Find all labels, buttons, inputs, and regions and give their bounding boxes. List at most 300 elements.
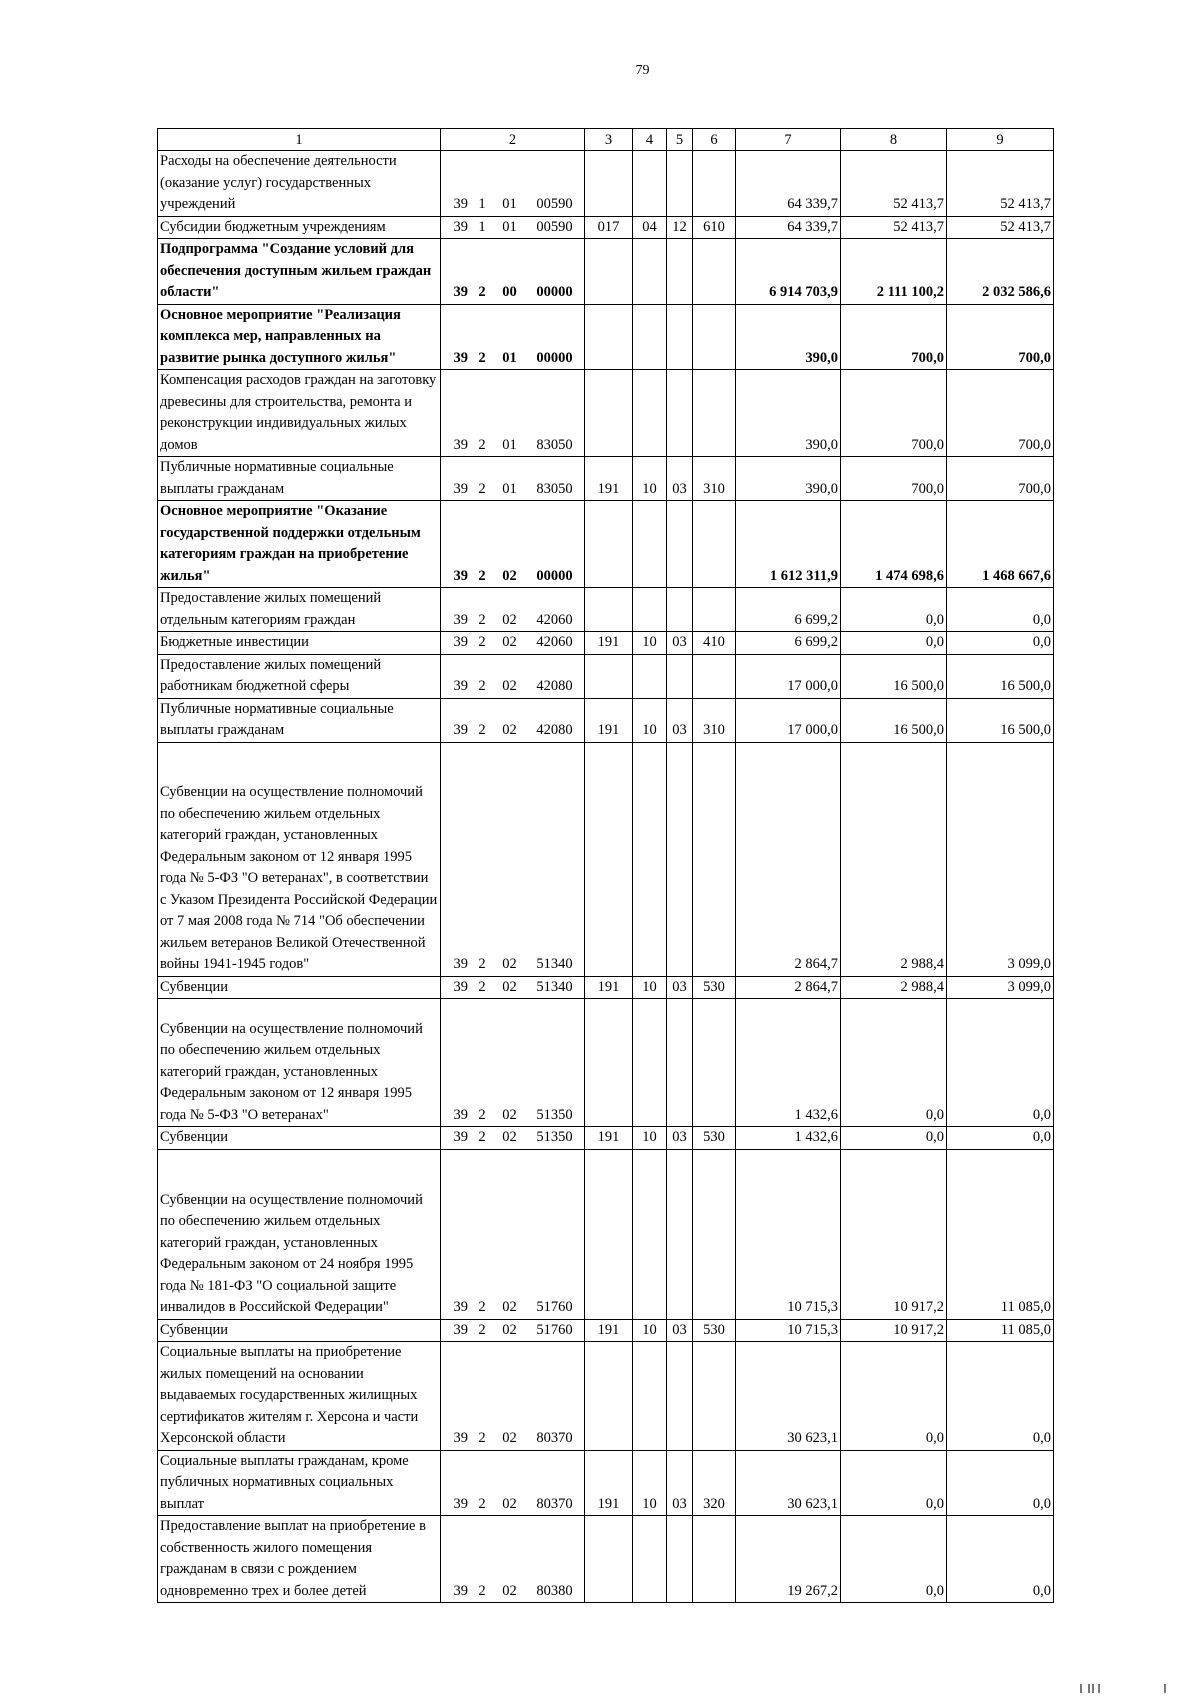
code-segment: 39 [453,1299,468,1315]
col5-value [667,501,693,588]
col4-value [633,239,667,305]
code-segment: 01 [502,480,517,497]
code-segment: 2 [478,634,486,650]
code-segment: 39 [453,1106,468,1123]
col6-value [693,304,736,370]
code-segment: 39 [453,480,468,497]
code-segment: 01 [502,196,517,212]
amount-col8: 1 474 698,6 [841,501,947,588]
col5-value [667,239,693,305]
col3-value: 191 [585,632,633,655]
col6-value: 310 [693,698,736,742]
amount-col9: 52 413,7 [947,151,1054,217]
row-name: Предоставление жилых помещений работникам бюджетной сферы [158,654,441,698]
col5-value: 03 [667,1319,693,1342]
row-name: Расходы на обеспечение деятельности (оказание услуг) государственных учреждений [158,151,441,217]
col6-value [693,742,736,976]
code-segment: 00 [502,284,517,300]
col4-value [633,588,667,632]
code-segment: 80370 [536,1495,573,1512]
table-row [158,501,1054,588]
col6-value: 530 [693,1319,736,1342]
col3-value [585,999,633,1127]
col4-value [633,304,667,370]
row-name: Субвенции на осуществление полномочий по обеспечению жильем отдельных категорий граждан, установленных Федеральным законом от 12 января 1995 года № 5-ФЗ "О ветеранах" [158,999,441,1127]
code-segment: 02 [502,678,517,694]
code-segment: 39 [453,349,468,366]
code-segment: 02 [502,1321,517,1338]
amount-col7: 19 267,2 [736,1516,841,1603]
code-segment: 51350 [536,1106,573,1123]
code-segment: 02 [502,1299,517,1315]
amount-col8: 0,0 [841,588,947,632]
code-segments [441,632,584,654]
code-segment: 02 [502,722,517,738]
code-segments [441,1320,584,1342]
col6-value [693,1342,736,1451]
amount-col9: 2 032 586,6 [947,239,1054,305]
col5-value [667,1149,693,1319]
row-name: Публичные нормативные социальные выплаты гражданам [158,457,441,501]
amount-col7: 6 699,2 [736,632,841,655]
amount-col8: 0,0 [841,1450,947,1516]
amount-col8: 700,0 [841,457,947,501]
table-row [158,1319,1054,1342]
code-segment: 2 [478,722,486,738]
code-segment: 01 [502,436,517,453]
code-segments [441,1105,584,1127]
code-segments [441,1494,584,1516]
budget-table [157,128,1054,1603]
code-segment: 39 [453,611,468,628]
code-segment: 42080 [536,678,573,694]
amount-col7: 64 339,7 [736,151,841,217]
code-segment: 01 [502,349,517,366]
col6-value [693,370,736,457]
table-row [158,1516,1054,1603]
row-name: Социальные выплаты гражданам, кроме публичных нормативных социальных выплат [158,1450,441,1516]
code-segment: 2 [478,480,486,497]
code-segment: 80380 [536,1582,573,1599]
row-name: Субвенции [158,1319,441,1342]
amount-col9: 11 085,0 [947,1319,1054,1342]
amount-col7: 64 339,7 [736,216,841,239]
col3-value: 191 [585,457,633,501]
col3-value: 191 [585,698,633,742]
row-name: Публичные нормативные социальные выплаты гражданам [158,698,441,742]
col3-value [585,304,633,370]
col5-value: 03 [667,1450,693,1516]
col4-value: 04 [633,216,667,239]
col4-value [633,1516,667,1603]
code-segment: 2 [478,956,486,972]
col3-value: 191 [585,976,633,999]
code-segment: 2 [478,567,486,584]
code-segment: 2 [478,1106,486,1123]
row-name: Предоставление жилых помещений отдельным категориям граждан [158,588,441,632]
amount-col9: 0,0 [947,1342,1054,1451]
col6-value [693,999,736,1127]
amount-col8: 2 988,4 [841,742,947,976]
amount-col7: 6 914 703,9 [736,239,841,305]
amount-col7: 30 623,1 [736,1342,841,1451]
amount-col9: 0,0 [947,1450,1054,1516]
code-segment: 39 [453,218,468,235]
col6-value [693,654,736,698]
row-code [441,1319,585,1342]
code-segment: 51350 [536,1129,573,1145]
code-segments [441,954,584,976]
row-name: Субвенции [158,976,441,999]
col5-value: 03 [667,698,693,742]
scan-mark [1080,1683,1166,1693]
col4-value: 10 [633,1319,667,1342]
row-name: Подпрограмма "Создание условий для обеспечения доступным жильем граждан области" [158,239,441,305]
col6-value: 320 [693,1450,736,1516]
header-cell: 2 [441,129,585,151]
col5-value [667,304,693,370]
header-cell: 1 [158,129,441,151]
col5-value: 03 [667,1127,693,1150]
col6-value [693,239,736,305]
code-segment: 51760 [536,1321,573,1338]
code-segment: 02 [502,1582,517,1599]
code-segment: 00590 [536,196,573,212]
table-row [158,976,1054,999]
code-segment: 80370 [536,1430,573,1446]
code-segment: 2 [478,1321,486,1338]
col3-value [585,370,633,457]
col5-value [667,1516,693,1603]
col6-value: 530 [693,1127,736,1150]
amount-col8: 700,0 [841,370,947,457]
col3-value [585,654,633,698]
code-segment: 2 [478,436,486,453]
col3-value [585,501,633,588]
amount-col7: 30 623,1 [736,1450,841,1516]
col5-value: 03 [667,457,693,501]
row-code [441,1127,585,1150]
table-row [158,654,1054,698]
row-code [441,1149,585,1319]
col5-value [667,654,693,698]
code-segments [441,977,584,999]
amount-col7: 17 000,0 [736,654,841,698]
col5-value: 03 [667,632,693,655]
header-cell: 6 [693,129,736,151]
amount-col9: 0,0 [947,588,1054,632]
code-segment: 02 [502,1129,517,1145]
col4-value [633,654,667,698]
table-row [158,151,1054,217]
table-row [158,239,1054,305]
col3-value: 017 [585,216,633,239]
col3-value: 191 [585,1127,633,1150]
amount-col8: 16 500,0 [841,698,947,742]
code-segment: 00000 [536,349,573,366]
code-segment: 02 [502,978,517,995]
code-segment: 02 [502,567,517,584]
col5-value: 03 [667,976,693,999]
col4-value [633,151,667,217]
col4-value: 10 [633,976,667,999]
table-row [158,457,1054,501]
row-code [441,370,585,457]
col5-value [667,588,693,632]
amount-col8: 16 500,0 [841,654,947,698]
code-segment: 39 [453,956,468,972]
col6-value: 530 [693,976,736,999]
col4-value [633,501,667,588]
row-code [441,1516,585,1603]
code-segments [441,1127,584,1149]
row-code [441,698,585,742]
amount-col8: 52 413,7 [841,151,947,217]
col3-value [585,1342,633,1451]
col4-value: 10 [633,1450,667,1516]
code-segment: 42060 [536,611,573,628]
code-segment: 51340 [536,956,573,972]
amount-col8: 0,0 [841,1342,947,1451]
row-name: Субсидии бюджетным учреждениям [158,216,441,239]
code-segments [441,194,584,216]
col5-value: 12 [667,216,693,239]
col3-value [585,742,633,976]
col3-value [585,1149,633,1319]
amount-col9: 0,0 [947,999,1054,1127]
col3-value [585,151,633,217]
row-code [441,742,585,976]
table-row [158,1149,1054,1319]
code-segment: 02 [502,956,517,972]
row-name: Компенсация расходов граждан на заготовку древесины для строительства, ремонта и реконструкции индивидуальных жилых домов [158,370,441,457]
col5-value [667,742,693,976]
row-code [441,501,585,588]
code-segment: 39 [453,196,468,212]
row-code [441,304,585,370]
col6-value [693,1149,736,1319]
row-code [441,457,585,501]
amount-col9: 11 085,0 [947,1149,1054,1319]
col4-value: 10 [633,698,667,742]
code-segment: 39 [453,978,468,995]
code-segments [441,566,584,588]
code-segment: 42080 [536,722,573,738]
code-segment: 02 [502,611,517,628]
col4-value [633,370,667,457]
code-segments [441,479,584,501]
amount-col7: 1 432,6 [736,1127,841,1150]
row-code [441,239,585,305]
amount-col7: 1 612 311,9 [736,501,841,588]
amount-col7: 10 715,3 [736,1149,841,1319]
code-segments [441,610,584,632]
code-segment: 02 [502,634,517,650]
amount-col9: 700,0 [947,304,1054,370]
col4-value [633,1342,667,1451]
col4-value [633,1149,667,1319]
table-row [158,742,1054,976]
row-name: Субвенции [158,1127,441,1150]
code-segment: 39 [453,1129,468,1145]
row-name: Субвенции на осуществление полномочий по обеспечению жильем отдельных категорий граждан, установленных Федеральным законом от 24 ноября 1995 года № 181-ФЗ "О социальной защите инвалидов в Российской Федерации" [158,1149,441,1319]
table-row [158,999,1054,1127]
code-segment: 00000 [536,567,573,584]
code-segment: 39 [453,634,468,650]
code-segment: 02 [502,1106,517,1123]
table-row [158,698,1054,742]
col3-value [585,1516,633,1603]
amount-col7: 10 715,3 [736,1319,841,1342]
row-code [441,588,585,632]
amount-col8: 2 988,4 [841,976,947,999]
code-segments [441,1428,584,1450]
table-row [158,370,1054,457]
col4-value: 10 [633,632,667,655]
col3-value: 191 [585,1450,633,1516]
row-name: Основное мероприятие "Оказание государственной поддержки отдельным категориям граждан на приобретение жилья" [158,501,441,588]
row-code [441,976,585,999]
row-code [441,151,585,217]
amount-col8: 0,0 [841,632,947,655]
code-segment: 39 [453,722,468,738]
header-cell: 7 [736,129,841,151]
amount-col8: 2 111 100,2 [841,239,947,305]
col6-value: 410 [693,632,736,655]
amount-col9: 700,0 [947,457,1054,501]
code-segment: 2 [478,1129,486,1145]
col4-value: 10 [633,1127,667,1150]
code-segment: 39 [453,567,468,584]
code-segment: 39 [453,678,468,694]
row-code [441,216,585,239]
amount-col7: 17 000,0 [736,698,841,742]
header-cell: 8 [841,129,947,151]
code-segment: 02 [502,1430,517,1446]
amount-col7: 2 864,7 [736,976,841,999]
code-segment: 1 [478,196,486,212]
code-segments [441,720,584,742]
col5-value [667,151,693,217]
code-segment: 2 [478,1582,486,1599]
page-number: 79 [635,63,650,78]
col4-value [633,742,667,976]
header-cell: 9 [947,129,1054,151]
amount-col8: 0,0 [841,1127,947,1150]
col3-value [585,588,633,632]
row-code [441,654,585,698]
code-segment: 2 [478,284,486,300]
col5-value [667,1342,693,1451]
amount-col9: 16 500,0 [947,654,1054,698]
code-segments [441,348,584,370]
row-name: Социальные выплаты на приобретение жилых помещений на основании выдаваемых государственных жилищных сертификатов жителям г. Херсона и части Херсонской области [158,1342,441,1451]
code-segment: 83050 [536,436,573,453]
amount-col9: 16 500,0 [947,698,1054,742]
row-code [441,1450,585,1516]
amount-col9: 700,0 [947,370,1054,457]
table-row [158,216,1054,239]
code-segments [441,676,584,698]
code-segment: 00590 [536,218,573,235]
amount-col9: 0,0 [947,1127,1054,1150]
code-segment: 2 [478,1299,486,1315]
code-segment: 51340 [536,978,573,995]
amount-col9: 1 468 667,6 [947,501,1054,588]
row-code [441,999,585,1127]
table-row [158,1450,1054,1516]
col6-value [693,588,736,632]
code-segment: 00000 [536,284,573,300]
table-row [158,1127,1054,1150]
amount-col7: 2 864,7 [736,742,841,976]
code-segment: 39 [453,1495,468,1512]
code-segment: 02 [502,1495,517,1512]
row-name: Бюджетные инвестиции [158,632,441,655]
table-row [158,632,1054,655]
amount-col8: 700,0 [841,304,947,370]
table-row [158,1342,1054,1451]
code-segment: 2 [478,349,486,366]
code-segments [441,435,584,457]
code-segments [441,282,584,304]
code-segment: 39 [453,436,468,453]
code-segments [441,1297,584,1319]
col6-value: 610 [693,216,736,239]
col5-value [667,370,693,457]
row-code [441,1342,585,1451]
row-name: Предоставление выплат на приобретение в собственность жилого помещения гражданам в связи с рождением одновременно трех и более детей [158,1516,441,1603]
code-segment: 39 [453,1582,468,1599]
row-name: Основное мероприятие "Реализация комплекса мер, направленных на развитие рынка доступного жилья" [158,304,441,370]
code-segment: 42060 [536,634,573,650]
col3-value [585,239,633,305]
amount-col8: 10 917,2 [841,1149,947,1319]
amount-col8: 52 413,7 [841,216,947,239]
table-row [158,588,1054,632]
amount-col9: 3 099,0 [947,742,1054,976]
amount-col9: 0,0 [947,632,1054,655]
amount-col7: 390,0 [736,457,841,501]
amount-col9: 0,0 [947,1516,1054,1603]
amount-col9: 52 413,7 [947,216,1054,239]
col6-value [693,501,736,588]
code-segment: 01 [502,218,517,235]
col6-value: 310 [693,457,736,501]
code-segment: 2 [478,978,486,995]
col6-value [693,151,736,217]
row-name: Субвенции на осуществление полномочий по обеспечению жильем отдельных категорий граждан, установленных Федеральным законом от 12 января 1995 года № 5-ФЗ "О ветеранах", в соответствии с Указом Президента Российской Федерации от 7 мая 2008 года № 714 "Об обеспечении жильем ветеранов Великой Отечественной войны 1941-1945 годов" [158,742,441,976]
amount-col9: 3 099,0 [947,976,1054,999]
amount-col8: 0,0 [841,1516,947,1603]
col3-value: 191 [585,1319,633,1342]
code-segment: 39 [453,1430,468,1446]
code-segment: 39 [453,284,468,300]
code-segment: 51760 [536,1299,573,1315]
code-segments [441,217,584,239]
col5-value [667,999,693,1127]
col4-value: 10 [633,457,667,501]
amount-col7: 390,0 [736,304,841,370]
amount-col7: 390,0 [736,370,841,457]
row-code [441,632,585,655]
header-row [158,129,1054,151]
code-segment: 2 [478,1495,486,1512]
col4-value [633,999,667,1127]
code-segment: 2 [478,611,486,628]
amount-col7: 1 432,6 [736,999,841,1127]
header-cell: 5 [667,129,693,151]
